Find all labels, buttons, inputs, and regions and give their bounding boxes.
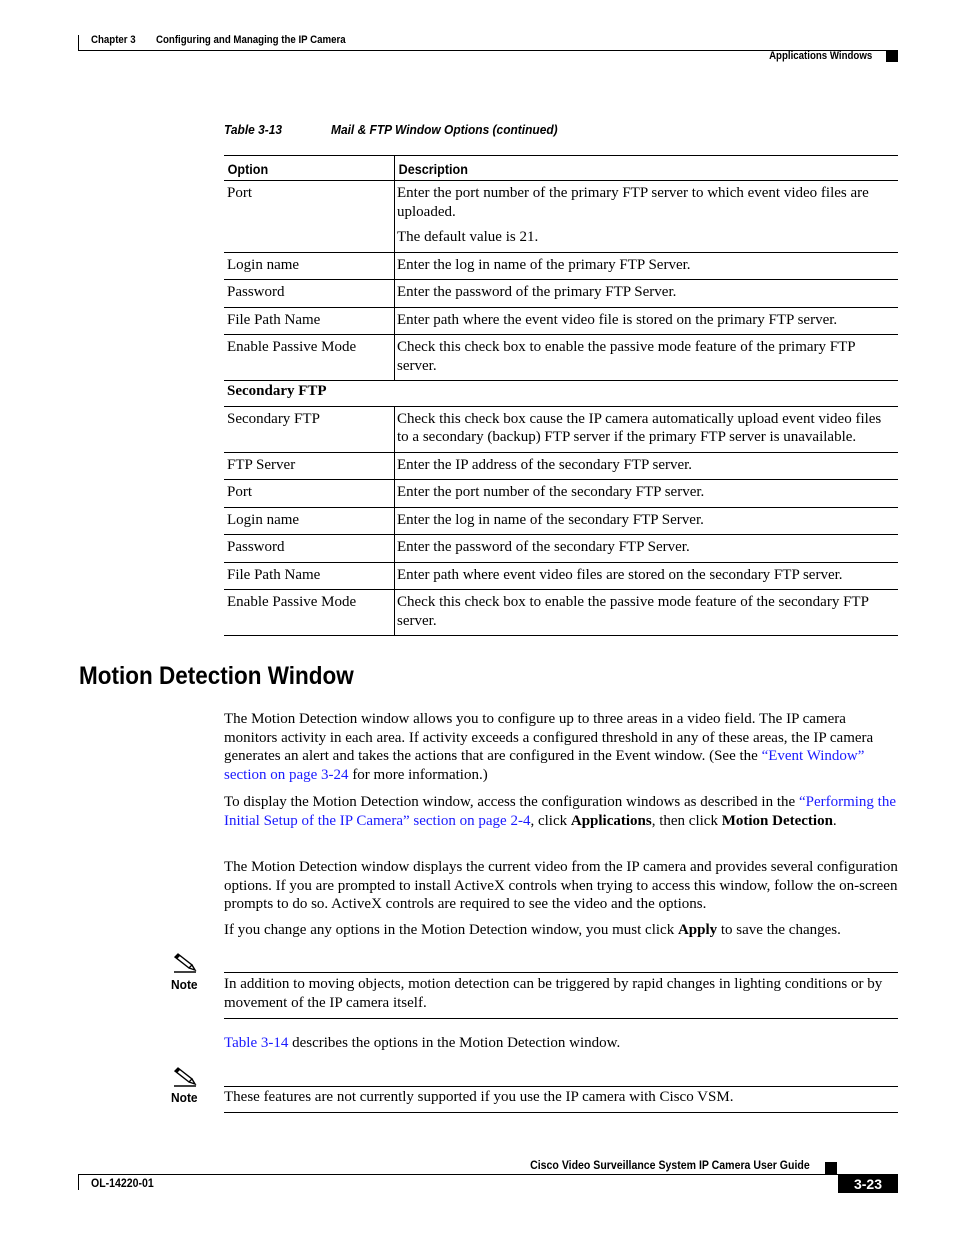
table-row bbox=[224, 452, 898, 480]
description-cell bbox=[395, 252, 899, 280]
option-cell: Secondary FTP bbox=[224, 406, 395, 452]
note-rule-top bbox=[224, 1086, 898, 1087]
paragraph-intro: The Motion Detection window allows you to configure up to three areas in a video field. The IP camera monitors activity in each area. If activity exceeds a configured threshold in any of these areas, the IP camera generates an alert and takes the actions that are configured in the Event window. (See the “Event Window” section on page 3-24 for more information.) bbox=[224, 711, 874, 784]
column-header-description: Description bbox=[395, 156, 899, 181]
option-cell: File Path Name bbox=[224, 562, 395, 590]
footer-rule bbox=[78, 1174, 898, 1175]
table-caption-title: Mail & FTP Window Options (continued) bbox=[331, 122, 558, 137]
table-caption-label: Table 3-13 bbox=[224, 122, 283, 137]
event-window-link[interactable]: “Event Window” section on page 3-24 bbox=[224, 748, 865, 784]
footer-marker bbox=[825, 1162, 837, 1174]
description-text: Enter the IP address of the secondary FTP server. bbox=[397, 456, 693, 473]
table-row bbox=[224, 562, 898, 590]
section-heading: Motion Detection Window bbox=[79, 662, 354, 690]
description-cell bbox=[395, 335, 899, 381]
options-table bbox=[224, 155, 898, 636]
footer-guide-title: Cisco Video Surveillance System IP Camera User Guide bbox=[530, 1158, 810, 1172]
description-cell bbox=[395, 307, 899, 335]
table-3-14-link[interactable]: Table 3-14 bbox=[224, 1035, 289, 1051]
description-cell bbox=[395, 452, 899, 480]
note-rule-bottom bbox=[224, 1112, 898, 1113]
option-cell: Login name bbox=[224, 507, 395, 535]
table-section-label: Secondary FTP bbox=[224, 381, 898, 407]
footer-doc-number: OL-14220-01 bbox=[91, 1176, 154, 1190]
description-text: Enter the password of the primary FTP Server. bbox=[397, 284, 677, 300]
description-cell bbox=[395, 480, 899, 508]
description-cell bbox=[395, 181, 899, 253]
option-cell: Enable Passive Mode bbox=[224, 335, 395, 381]
paragraph-activex: The Motion Detection window displays the current video from the IP camera and provides several configuration options. If you are prompted to install ActiveX controls when trying to access this window, follow the on-screen prompts to do so. ActiveX controls are required to see the video and the options. bbox=[224, 859, 898, 913]
description-cell bbox=[395, 562, 899, 590]
option-cell: Port bbox=[224, 480, 395, 508]
table-row bbox=[224, 507, 898, 535]
footer-rule-vertical bbox=[78, 1174, 79, 1190]
table-header-row bbox=[224, 156, 898, 181]
description-text: Enter path where the event video file is stored on the primary FTP server. bbox=[397, 311, 838, 328]
note-rule-top bbox=[224, 972, 898, 973]
initial-setup-link[interactable]: “Performing the Initial Setup of the IP Camera” section on page 2-4 bbox=[224, 794, 896, 829]
header-marker bbox=[886, 50, 898, 62]
table-row bbox=[224, 181, 898, 253]
description-cell bbox=[395, 590, 899, 636]
description-text: Enter path where event video files are stored on the secondary FTP server. bbox=[397, 566, 843, 583]
description-cell bbox=[395, 535, 899, 563]
note-rule-bottom bbox=[224, 1018, 898, 1019]
table-row bbox=[224, 335, 898, 381]
header-section: Applications Windows bbox=[768, 50, 872, 62]
description-cell bbox=[395, 507, 899, 535]
header-rule-vertical bbox=[78, 35, 79, 51]
table-row bbox=[224, 535, 898, 563]
option-cell: File Path Name bbox=[224, 307, 395, 335]
note-text: These features are not currently supported if you use the IP camera with Cisco VSM. bbox=[224, 1089, 734, 1105]
table-row bbox=[224, 480, 898, 508]
option-cell: Password bbox=[224, 280, 395, 308]
description-text: The default value is 21. bbox=[397, 229, 539, 245]
table-row bbox=[224, 252, 898, 280]
description-text: Check this check box to enable the passive mode feature of the secondary FTP server. bbox=[397, 594, 869, 629]
table-body bbox=[224, 181, 898, 636]
note-label: Note bbox=[171, 1090, 198, 1105]
table-row bbox=[224, 307, 898, 335]
paragraph-display: To display the Motion Detection window, access the configuration windows as described in the “Performing the Initial Setup of the IP Camera” section on page 2-4, click Applications, then click Motion Detection. bbox=[224, 794, 896, 829]
option-cell: Password bbox=[224, 535, 395, 563]
paragraph-table-ref: Table 3-14 describes the options in the Motion Detection window. bbox=[224, 1035, 621, 1051]
table-row bbox=[224, 406, 898, 452]
option-cell: Port bbox=[224, 181, 395, 253]
description-text: Enter the log in name of the primary FTP Server. bbox=[397, 256, 691, 273]
description-text: Enter the log in name of the secondary FTP Server. bbox=[397, 511, 704, 528]
table-section-row bbox=[224, 381, 898, 407]
description-text: Enter the port number of the secondary FTP server. bbox=[397, 484, 705, 500]
option-cell: FTP Server bbox=[224, 452, 395, 480]
column-header-option: Option bbox=[224, 156, 395, 181]
option-cell: Enable Passive Mode bbox=[224, 590, 395, 636]
description-text: Check this check box cause the IP camera automatically upload event video files to a secondary (backup) FTP server if the primary FTP server is unavailable. bbox=[397, 410, 882, 445]
table-row bbox=[224, 280, 898, 308]
note-pencil-icon bbox=[172, 1066, 198, 1088]
description-cell bbox=[395, 280, 899, 308]
description-text: Enter the port number of the primary FTP server to which event video files are uploaded. bbox=[397, 185, 869, 220]
description-cell bbox=[395, 406, 899, 452]
description-text: Enter the password of the secondary FTP Server. bbox=[397, 539, 690, 555]
note-pencil-icon bbox=[172, 952, 198, 974]
footer-page-number: 3-23 bbox=[838, 1174, 898, 1193]
note-label: Note bbox=[171, 977, 198, 992]
table-row bbox=[224, 590, 898, 636]
header-chapter: Chapter 3 bbox=[91, 34, 136, 46]
paragraph-apply: If you change any options in the Motion Detection window, you must click Apply to save the changes. bbox=[224, 922, 841, 938]
description-text: Check this check box to enable the passive mode feature of the primary FTP server. bbox=[397, 339, 856, 374]
note-text: In addition to moving objects, motion detection can be triggered by rapid changes in lighting conditions or by movement of the IP camera itself. bbox=[224, 976, 883, 1011]
option-cell: Login name bbox=[224, 252, 395, 280]
header-chapter-title: Configuring and Managing the IP Camera bbox=[156, 34, 346, 46]
